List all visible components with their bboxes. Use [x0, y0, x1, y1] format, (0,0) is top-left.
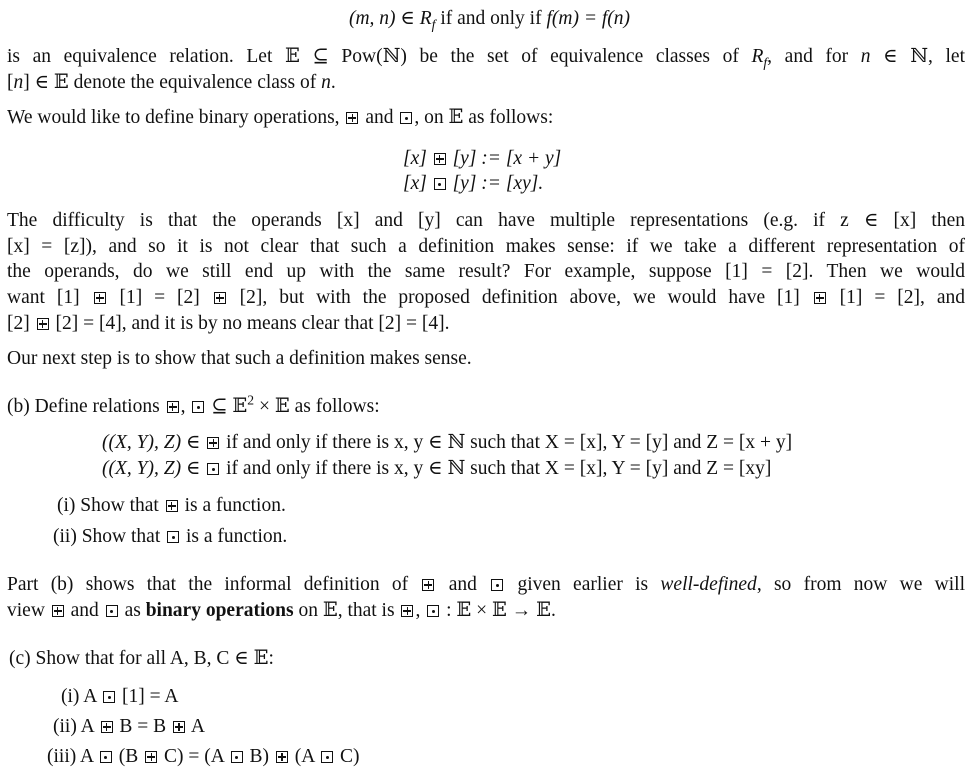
text: n [13, 72, 24, 93]
part-b-heading [7, 394, 380, 419]
text: view [7, 600, 50, 621]
boxplus-icon [214, 292, 226, 304]
text: ((X, Y), Z) ∈ [102, 458, 206, 479]
boxdot-icon [207, 463, 219, 475]
text: We would like to define binary operations, [7, 107, 345, 128]
text: C) = (A [159, 746, 229, 767]
text: the operands, do we still end up with the same result? For example, suppose [1] = [2]. Then we would [7, 261, 965, 282]
text: ⊆ 𝔼 [206, 396, 248, 417]
para-2 [7, 105, 553, 130]
definition-plus [403, 146, 561, 171]
text: R [751, 46, 764, 67]
part-c-iii [47, 744, 360, 769]
definition-times [403, 171, 543, 196]
boxplus-icon [207, 437, 219, 449]
boxplus-icon [173, 721, 185, 733]
text: ⊆ Pow(ℕ) be the set of equivalence classes of [299, 46, 752, 67]
text: [x] [403, 173, 432, 194]
boxdot-icon [434, 178, 446, 190]
text: [2], but with the proposed definition above, we would have [1] [227, 287, 812, 308]
text: × 𝔼 as follows: [254, 396, 380, 417]
boxdot-icon [167, 531, 179, 543]
text: on 𝔼, that is [293, 600, 400, 621]
part-b-i [57, 493, 286, 518]
text: , so from now we will [756, 574, 965, 595]
text: binary operations [145, 600, 294, 621]
text: is an equivalence relation. Let [7, 46, 285, 67]
text: 2 [247, 392, 255, 408]
boxdot-icon [427, 605, 439, 617]
text: n [321, 72, 331, 93]
text: (ii) Show that [53, 526, 166, 547]
text: The difficulty is that the operands [x] and [y] can have multiple representations (e.g. if z ∈ [x] then [7, 210, 965, 231]
text: [y] := [xy]. [447, 173, 544, 194]
text: (b) Define relations [7, 396, 165, 417]
text: B) [244, 746, 274, 767]
para-3-line-5 [7, 311, 450, 336]
boxplus-icon [167, 401, 179, 413]
text: C) [335, 746, 360, 767]
boxplus-icon [52, 605, 64, 617]
eq-iff: if and only if [435, 8, 547, 29]
text: f [763, 54, 768, 70]
para-4 [7, 346, 472, 371]
text: [1] = [2], and [827, 287, 965, 308]
relation-times [102, 456, 771, 481]
text: n [860, 46, 871, 67]
boxplus-icon [346, 112, 358, 124]
text: . [330, 72, 336, 93]
boxdot-icon [192, 401, 204, 413]
boxplus-icon [422, 579, 434, 591]
text: , [415, 600, 426, 621]
text: 𝔼 [285, 46, 300, 67]
text: : 𝔼 × 𝔼 → 𝔼. [441, 600, 556, 621]
para-3-line-2 [7, 234, 965, 259]
para-1-line-1 [7, 44, 965, 69]
eq-pair: (m, n) [348, 8, 396, 29]
text: , on 𝔼 as follows: [414, 107, 554, 128]
text: B = B [114, 716, 172, 737]
eq-R: R [419, 8, 432, 29]
text: is a function. [179, 495, 286, 516]
text: and [65, 600, 104, 621]
boxplus-icon [276, 751, 288, 763]
text: want [1] [7, 287, 92, 308]
part-c-i [61, 684, 178, 709]
text: Our next step is to show that such a definition makes sense. [7, 348, 472, 369]
para-3-line-1 [7, 208, 965, 233]
text: A [187, 716, 205, 737]
boxdot-icon [100, 751, 112, 763]
part-c-heading [9, 646, 274, 671]
text: [2] [7, 313, 35, 334]
text: [1] = [2] [107, 287, 212, 308]
relation-plus [102, 430, 792, 455]
text: (i) A [61, 686, 102, 707]
eq-R-sub: f [431, 16, 436, 32]
part-b-ii [53, 524, 287, 549]
text: if and only if there is x, y ∈ ℕ such that X = [x], Y = [y] and Z = [xy] [221, 458, 772, 479]
text: (ii) A [53, 716, 99, 737]
text: is a function. [181, 526, 288, 547]
boxplus-icon [166, 500, 178, 512]
para-1-line-2 [7, 70, 336, 95]
text: as [119, 600, 146, 621]
boxplus-icon [401, 605, 413, 617]
text: (c) Show that for all A, B, C ∈ 𝔼: [9, 648, 274, 669]
text: [x] = [z]), and so it is not clear that such a definition makes sense: if we take a different representation of [7, 236, 965, 257]
eq-in: ∈ [395, 8, 420, 29]
text: (iii) A [47, 746, 98, 767]
text: ((X, Y), Z) ∈ [102, 432, 206, 453]
text: [x] [403, 148, 432, 169]
text: Part (b) shows that the informal definition of [7, 574, 421, 595]
boxplus-icon [37, 318, 49, 330]
boxdot-icon [103, 691, 115, 703]
boxdot-icon [321, 751, 333, 763]
boxdot-icon [106, 605, 118, 617]
boxdot-icon [400, 112, 412, 124]
text: (A [289, 746, 320, 767]
text: given earlier is [505, 574, 661, 595]
text: well-defined [660, 574, 757, 595]
boxdot-icon [231, 751, 243, 763]
text: and [436, 574, 490, 595]
text: , [180, 396, 191, 417]
para-3-line-4 [7, 285, 965, 310]
boxplus-icon [145, 751, 157, 763]
para-5-line-2 [7, 598, 556, 623]
text: (B [113, 746, 144, 767]
text: [ [7, 72, 14, 93]
boxdot-icon [491, 579, 503, 591]
text: [y] := [x + y] [447, 148, 562, 169]
text: (i) Show that [57, 495, 164, 516]
text: [2] = [4], and it is by no means clear that [2] = [4]. [50, 313, 450, 334]
text: ] ∈ 𝔼 denote the equivalence class of [23, 72, 322, 93]
text: if and only if there is x, y ∈ ℕ such that X = [x], Y = [y] and Z = [x + y] [221, 432, 793, 453]
equation-relation [0, 6, 979, 31]
para-5-line-1 [7, 572, 965, 597]
boxplus-icon [101, 721, 113, 733]
eq-condition: f(m) = f(n) [546, 8, 631, 29]
text: [1] = A [117, 686, 179, 707]
boxplus-icon [814, 292, 826, 304]
para-3-line-3 [7, 259, 965, 284]
boxplus-icon [94, 292, 106, 304]
part-c-ii [53, 714, 205, 739]
text: and [360, 107, 399, 128]
boxplus-icon [434, 153, 446, 165]
text: ∈ ℕ, let [870, 46, 965, 67]
text: , and for [767, 46, 861, 67]
